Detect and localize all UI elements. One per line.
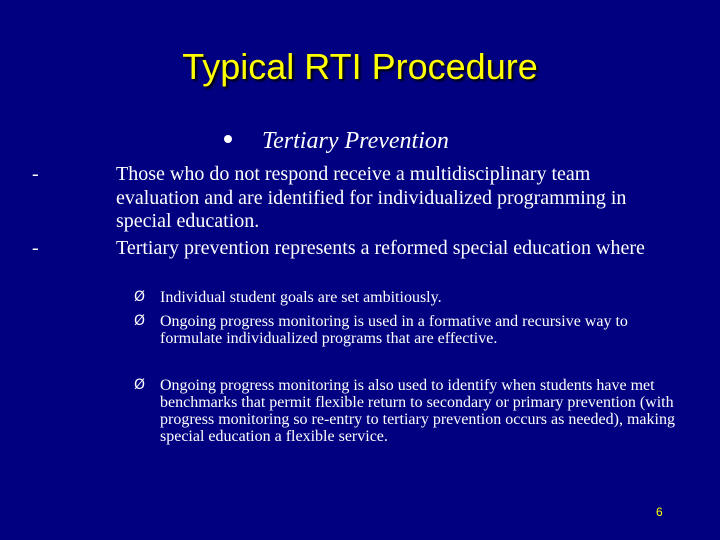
dash-marker: - [32,163,39,185]
arrow-marker-icon: Ø [134,313,146,329]
arrow-marker-icon: Ø [134,377,146,393]
arrow-marker-icon: Ø [134,289,146,305]
sub-bullet-item [134,377,694,445]
sub-bullet-text: Ongoing progress monitoring is also used to identify when students have met benchmarks that permit flexible return to secondary or primary prevention (with progress monitoring so re-entry to tertiary prevention occurs as needed), making special education a flexible service. [160,377,675,445]
sub-bullet-text: Ongoing progress monitoring is used in a formative and recursive way to formulate individualized programs that are effective. [160,313,628,347]
slide-title: Typical RTI Procedure [182,46,538,87]
bullet-dot-icon [224,135,232,143]
subheading [224,128,449,155]
bullet-text: Those who do not respond receive a multidisciplinary team evaluation and are identified for individualized programming in special education. [116,163,627,232]
sub-bullet-item [134,289,694,306]
bullet-text: Tertiary prevention represents a reformed special education where [116,237,645,259]
sub-bullet-item [134,313,694,347]
bullet-item [32,163,652,234]
dash-marker: - [32,237,39,259]
sub-bullet-text: Individual student goals are set ambitiously. [160,289,442,306]
subheading-text: Tertiary Prevention [262,128,449,154]
page-number: 6 [656,505,663,519]
bullet-item [32,237,652,261]
